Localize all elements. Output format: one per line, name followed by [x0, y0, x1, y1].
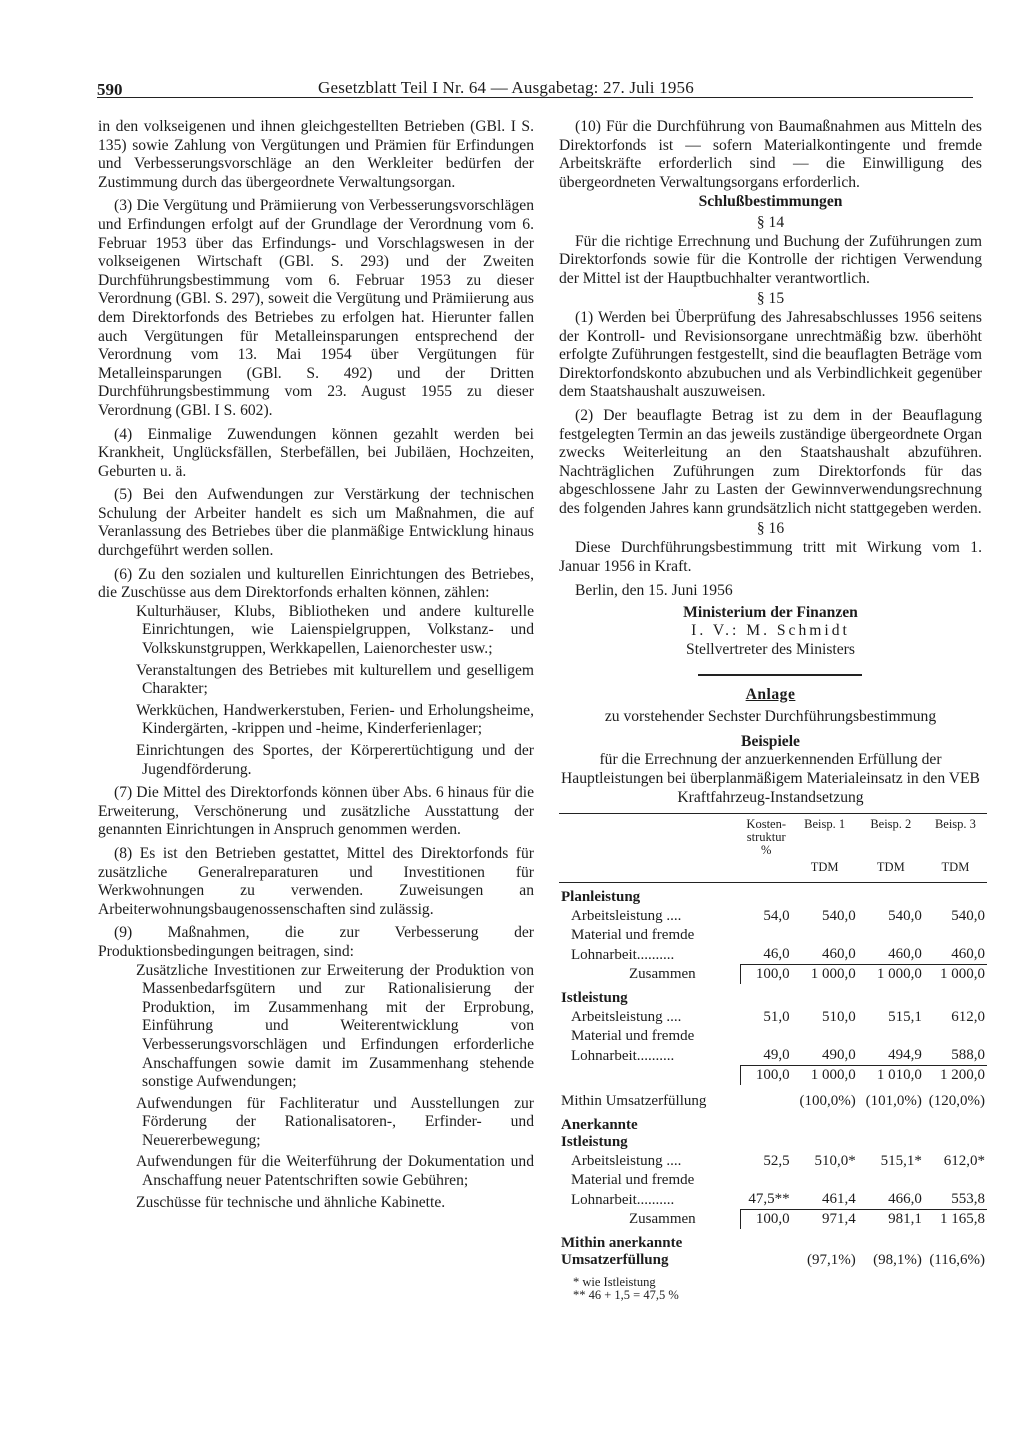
table-row: Arbeitsleistung .... 51,0 510,0 515,1 612,0 — [571, 1009, 985, 1026]
left-column — [98, 118, 534, 1215]
paragraph-continuation: in den volkseigenen und ihnen gleichgestellten Betrieben (GBl. I S. 135) sowie Zahlung von Vergütungen und Prämien für Erfindungen und Verbesserungsvorschläge an den Werkleiter bedürfen der Zustimmung durch das übergeordnete Verwaltungsorgan. — [98, 118, 534, 191]
paragraph-6: (6) Zu den sozialen und kulturellen Einrichtungen des Betriebes, die Zuschüsse aus dem Direktorfonds erhalten können, zählen: — [98, 565, 534, 602]
header-example-2: Beisp. 2 — [870, 817, 912, 832]
examples-description: für die Errechnung der anzuerkennenden Erfüllung der Hauptleistungen bei überplanmäßigem Materialeinsatz in den VEB Kraftfahrzeug-Instandsetzung — [561, 751, 980, 806]
paragraph-3: (3) Die Vergütung und Prämiierung von Verbesserungsvorschlägen und Erfindungen erfolgt auf der Grundlage der Verordnung vom 6. Februar 1953 über das Erfindungs- und Vorschlagswesen in der volkseigenen Wirtschaft (GBl. S. 293) und der Zweiten Durchführungsbestimmung vom 6. Februar 1953 zu dieser Verordnung (GBl. S. 297), soweit die Vergütung und Prämiierung aus dem Direktorfonds des Betriebes zu erfolgen hat. Hierunter fallen auch Vergütungen für Metalleinsparungen entsprechend der Verordnung vom 13. Mai 1954 über Vergütungen für Metalleinsparungen (GBl. S. 492) und der Dritten Durchführungsbestimmung vom 23. August 1955 zu dieser Verordnung (GBl. I S. 602). — [98, 197, 534, 419]
unit-label: TDM — [876, 860, 905, 875]
list-item: Zuschüsse für technische und ähnliche Kabinette. — [136, 1193, 446, 1211]
footnote: ** 46 + 1,5 = 47,5 % — [573, 1288, 679, 1303]
table-row: Mithin anerkannte Umsatzerfüllung (97,1%) (98,1%) (116,6%) — [561, 1235, 985, 1269]
list-item: Kulturhäuser, Klubs, Bibliotheken und andere kulturelle Einrichtungen, wie Laienspielgruppen, Volkstanz- und Volkskunstgruppen, Werkkapellen, Laienorchester usw.; — [136, 602, 534, 658]
paragraph-5: (5) Bei den Aufwendungen zur Verstärkung der technischen Schulung der Arbeiter handelt es sich um Maßnahmen, die auf Veranlassung des Betriebes über die planmäßige Entwicklung hinaus durchgeführt werden sollen. — [98, 486, 534, 560]
paragraph-9: (9) Maßnahmen, die zur Verbesserung der Produktionsbedingungen beitragen, sind: — [98, 924, 534, 960]
table-row: Material und fremde — [571, 1172, 695, 1189]
section-14-number: § 14 — [756, 213, 785, 231]
header-rule — [97, 97, 973, 98]
section-15-paragraph-1: (1) Werden bei Überprüfung des Jahresabschlusses 1956 seitens der Kontroll- und Revisionsorgane unrechtmäßig bzw. überhöht erfolgte Zuführungen festgestellt, sind die beauflagten Beträge vom Direktorfondskonto abzubuchen und als Verbindlichkeit gegenüber dem Staatshaushalt auszuweisen. — [559, 308, 982, 401]
table-row: Lohnarbeit.......... 46,0 460,0 460,0 460,0 — [571, 946, 985, 963]
section-16-text: Diese Durchführungsbestimmung tritt mit Wirkung vom 1. Januar 1956 in Kraft. — [559, 539, 982, 575]
unit-label: TDM — [810, 860, 839, 875]
example-table — [559, 813, 987, 1270]
footnote: * wie Istleistung — [573, 1275, 656, 1290]
right-column — [559, 118, 985, 1303]
header-example-1: Beisp. 1 — [804, 817, 846, 832]
signature-rule — [698, 674, 862, 676]
annex-subtitle: zu vorstehender Sechster Durchführungsbestimmung — [604, 708, 937, 726]
unit-label: TDM — [941, 860, 970, 875]
page-number: 590 — [97, 80, 123, 99]
table-header-row — [559, 814, 987, 859]
list-item: Aufwendungen für die Weiterführung der Dokumentation und Anschaffung neuer Patentschriften sowie Gebühren; — [136, 1153, 534, 1190]
place-date: Berlin, den 15. Juni 1956 — [575, 582, 733, 600]
table-row: Material und fremde — [571, 927, 695, 944]
paragraph-4: (4) Einmalige Zuwendungen können gezahlt werden bei Krankheit, Unglücksfällen, Sterbefällen, bei Jubiläen, Hochzeiten, Geburten u. ä. — [98, 425, 534, 480]
table-row: Material und fremde — [571, 1028, 695, 1045]
table-row — [559, 1111, 987, 1152]
section-15-paragraph-2: (2) Der beauflagte Betrag ist zu dem in der Beauflagung festgelegten Termin an das jeweils zuständige übergeordnete Organ zwecks Weiterleitung an den Staatshaushalt abzuführen. Nachträglichen Zuführungen zum Direktorfonds für das abgeschlossene Jahr zu Lasten der Gewinnverwendungsrechnung des folgenden Jahres kann grundsätzlich nicht stattgegeben werden. — [559, 406, 982, 517]
paragraph-9-list — [98, 962, 534, 1213]
table-row: Lohnarbeit.......... 49,0 490,0 494,9 588,0 — [571, 1047, 985, 1064]
table-row — [559, 984, 987, 1008]
table-sum-row: 100,0 1 000,0 1 010,0 1 200,0 — [559, 1066, 987, 1086]
table-row: Arbeitsleistung .... 54,0 540,0 540,0 540,0 — [571, 908, 985, 925]
signatory-role: Stellvertreter des Ministers — [686, 641, 855, 659]
table-sum-row: Zusammen 100,0 1 000,0 1 000,0 1 000,0 — [629, 966, 985, 983]
header-cost-structure: Kosten- struktur % — [746, 817, 786, 858]
table-footnotes — [573, 1276, 982, 1302]
header-example-3: Beisp. 3 — [934, 817, 976, 832]
section-15-number: § 15 — [756, 290, 785, 308]
table-row: Lohnarbeit.......... 47,5** 461,4 466,0 553,8 — [571, 1191, 985, 1208]
signatory: I. V.: M. Schmidt — [691, 622, 850, 640]
group-label: Istleistung — [561, 990, 628, 1007]
section-heading: Schlußbestimmungen — [698, 193, 843, 211]
table-units-row — [559, 858, 987, 883]
list-item: Veranstaltungen des Betriebes mit kulturellem und geselligem Charakter; — [136, 661, 534, 698]
annex-title: Anlage — [745, 685, 796, 703]
list-item: Werkküchen, Handwerkerstuben, Ferien- und Erholungsheime, Kindergärten, -krippen und -heime, Kinderferienlager; — [136, 701, 534, 738]
table-row: Mithin Umsatzerfüllung (100,0%) (101,0%) (120,0%) — [561, 1093, 985, 1110]
ministry-name: Ministerium der Finanzen — [683, 603, 858, 621]
running-head: Gesetzblatt Teil I Nr. 64 — Ausgabetag: 27. Juli 1956 — [318, 78, 694, 97]
paragraph-10: (10) Für die Durchführung von Baumaßnahmen aus Mitteln des Direktorfonds ist — sofern Materialkontingente und fremde Arbeitskräfte erforderlich sind — die Einwilligung des übergeordneten Verwaltungsorgans erforderlich. — [559, 118, 982, 191]
table-row: Arbeitsleistung .... 52,5 510,0* 515,1* 612,0* — [571, 1153, 985, 1170]
section-14-text: Für die richtige Errechnung und Buchung der Zuführungen zum Direktorfonds sowie für die Kontrolle der richtigen Verwendung der Mittel ist der Hauptbuchhalter verantwortlich. — [559, 232, 982, 287]
group-label: Anerkannte Istleistung — [561, 1117, 638, 1151]
paragraph-6-list — [98, 603, 534, 779]
examples-title: Beispiele — [741, 732, 800, 750]
group-label: Planleistung — [561, 889, 641, 906]
list-item: Einrichtungen des Sportes, der Körperertüchtigung und der Jugendförderung. — [136, 742, 534, 778]
list-item: Zusätzliche Investitionen zur Erweiterung der Produktion von Massenbedarfsgütern und zur Rationalisierung der Produktion, im Zusammenhang mit der Erprobung, Einführung und Weiterentwicklung von Verbesserungsvorschlägen und Erfindungen erforderliche Anschaffungen sowie damit im Zusammenhang stehende sonstige Aufwendungen; — [136, 961, 534, 1091]
table-sum-row: Zusammen 100,0 971,4 981,1 1 165,8 — [629, 1211, 985, 1228]
paragraph-8: (8) Es ist den Betrieben gestattet, Mittel des Direktorfonds für zusätzliche Generalreparaturen und Investitionen für Werkwohnungen zu verwenden. Zuweisungen an Arbeiterwohnungsbaugenossenschaften sind zulässig. — [98, 844, 534, 918]
paragraph-7: (7) Die Mittel des Direktorfonds können über Abs. 6 hinaus für die Erweiterung, Verschönerung und zusätzliche Ausstattung der genannten Einrichtungen in Anspruch genommen werden. — [98, 784, 534, 839]
section-16-number: § 16 — [756, 520, 785, 538]
table-row — [559, 883, 987, 908]
list-item: Aufwendungen für Fachliteratur und Ausstellungen zur Förderung der Rationalisatoren-, Erfinder- und Neuererbewegung; — [136, 1094, 534, 1149]
